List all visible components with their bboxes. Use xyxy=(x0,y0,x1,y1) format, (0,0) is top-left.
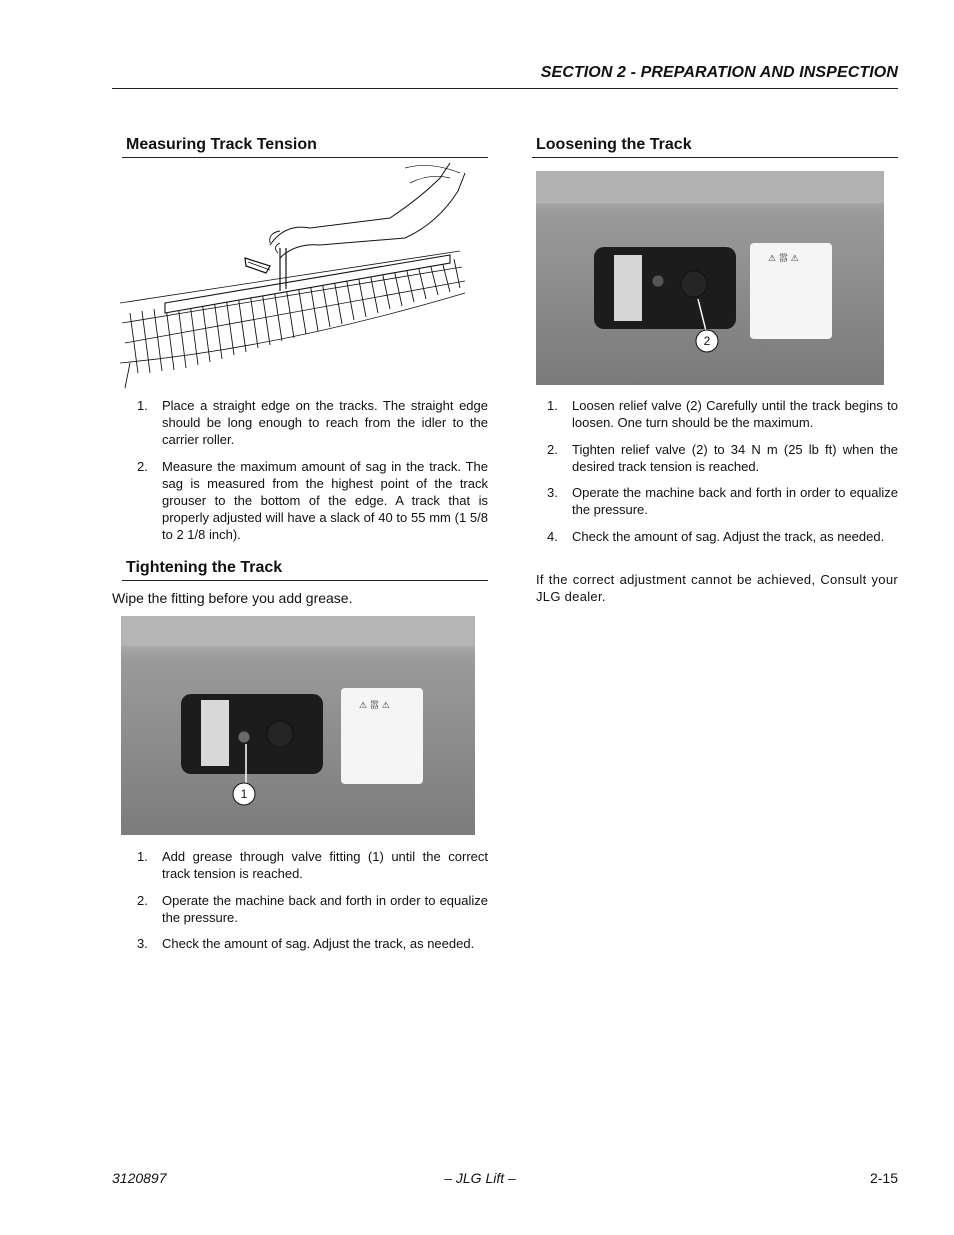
doc-number: 3120897 xyxy=(112,1170,167,1186)
tightening-step: 2. Operate the machine back and forth in order to equalize the pressure. xyxy=(137,892,488,925)
loosening-note: If the correct adjustment cannot be achieved, Consult your JLG dealer. xyxy=(536,572,898,604)
loosening-step: 2. Tighten relief valve (2) to 34 N m (25 lb ft) when the desired track tension is reached. xyxy=(547,441,898,474)
relief-valve-photo xyxy=(536,171,884,385)
page-number: 2-15 xyxy=(869,1170,898,1186)
loosening-heading: Loosening the Track xyxy=(536,136,692,153)
tightening-heading: Tightening the Track xyxy=(126,559,283,576)
tightening-step: 1. Add grease through valve fitting (1) until the correct track tension is reached. xyxy=(137,849,488,881)
track-tension-illustration xyxy=(120,163,482,388)
measuring-step: 2. Measure the maximum amount of sag in the track. The sag is measured from the highest point of the track grouser to the bottom of the edge. A track that is properly adjusted will have a slack of 40 to 55 mm (1 5/8 to 2 1/8 inch). xyxy=(137,458,488,542)
section-title: SECTION 2 - PREPARATION AND INSPECTION xyxy=(540,64,898,81)
loosening-step: 1. Loosen relief valve (2) Carefully until the track begins to loosen. One turn should be the maximum. xyxy=(547,398,898,430)
grease-fitting-photo xyxy=(121,616,475,835)
measuring-heading: Measuring Track Tension xyxy=(126,136,317,153)
callout-1: 1 xyxy=(240,787,248,801)
measuring-heading-rule xyxy=(122,157,488,158)
measuring-step: 1. Place a straight edge on the tracks. The straight edge should be long enough to reach from the idler to the carrier roller. xyxy=(137,398,488,447)
callout-2: 2 xyxy=(703,334,711,348)
svg-text:⚠ 嚣 ⚠: ⚠ 嚣 ⚠ xyxy=(359,701,390,711)
svg-text:⚠ 嚣 ⚠: ⚠ 嚣 ⚠ xyxy=(768,254,799,264)
tightening-heading-rule xyxy=(122,580,488,581)
tightening-intro: Wipe the fitting before you add grease. xyxy=(112,590,353,606)
loosening-heading-rule xyxy=(532,157,898,158)
tightening-step: 3. Check the amount of sag. Adjust the track, as needed. xyxy=(137,936,475,951)
footer-center: – JLG Lift – xyxy=(444,1170,516,1186)
loosening-step: 3. Operate the machine back and forth in order to equalize the pressure. xyxy=(547,485,898,517)
loosening-step: 4. Check the amount of sag. Adjust the track, as needed. xyxy=(547,528,885,544)
header-rule xyxy=(112,88,898,89)
